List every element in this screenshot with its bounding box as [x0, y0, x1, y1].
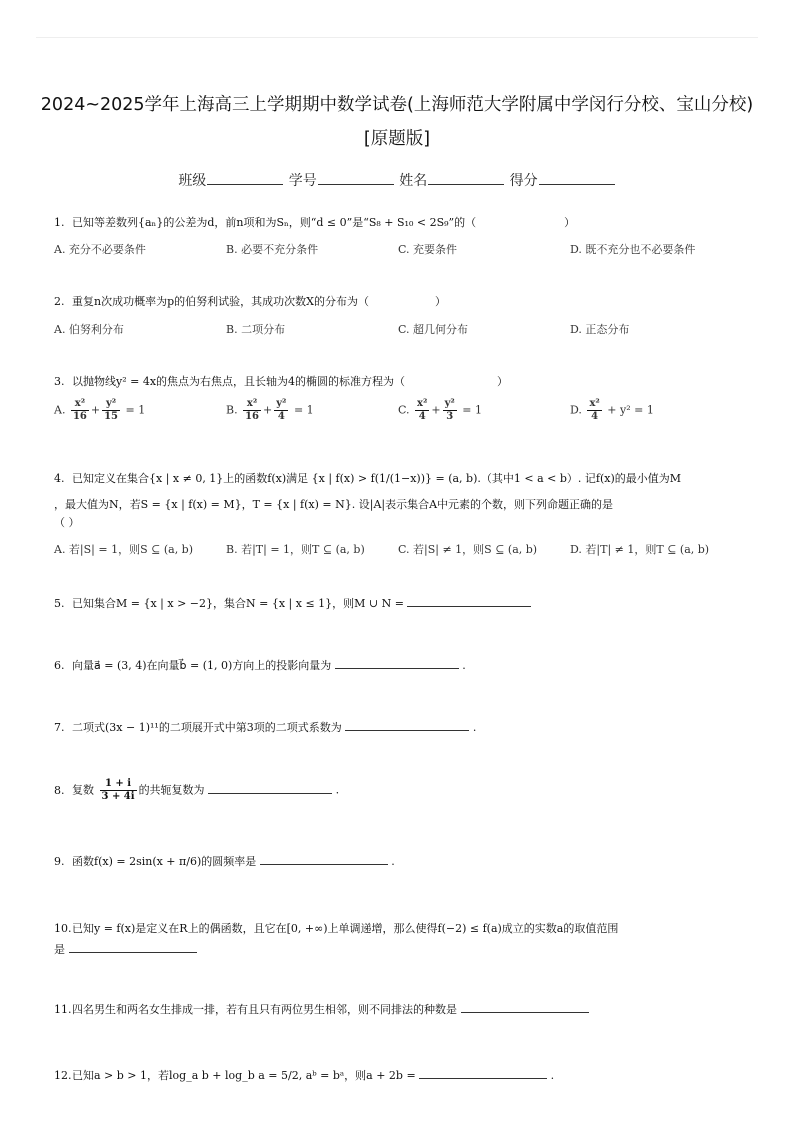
question-7: 7. 二项式(3x − 1)¹¹的二项展开式中第3项的二项式系数为 .	[54, 718, 754, 737]
question-4-line2: ，最大值为N，若S = {x | f(x) = M}，T = {x | f(x) = N}. 设|A|表示集合A中元素的个数，则下列命题正确的是	[54, 498, 614, 511]
q5-answer-blank[interactable]	[407, 594, 531, 607]
q2-option-c[interactable]: C. 超几何分布	[398, 323, 469, 336]
q1-option-b[interactable]: B. 必要不充分条件	[226, 243, 319, 256]
q3-option-b[interactable]: B. $\frac{\text{x²}}{16}$ + $\frac{\text{y²}}{4}$ = 1	[226, 398, 314, 422]
q2-option-d[interactable]: D. 正态分布	[570, 323, 630, 336]
q4-option-a[interactable]: A. 若|S| = 1，则S ⊆ (a, b)	[54, 543, 194, 556]
class-blank[interactable]	[207, 170, 283, 185]
question-10: 10.已知y = f(x)是定义在R上的偶函数，且它在[0, +∞)上单调递增，那么使得f(−2) ≤ f(a)成立的实数a的取值范围	[54, 922, 619, 935]
top-divider	[36, 37, 758, 38]
question-4: 4. 已知定义在集合{x | x ≠ 0, 1}上的函数f(x)满足 {x | f(x) > f(1/(1−x))} = (a, b).（其中1 < a < b）. 记f(x)的最小值为M	[54, 472, 681, 485]
question-8: 8. 复数 $\frac{1 + i}{3 + 4i}$ 的共轭复数为 .	[54, 778, 340, 802]
id-blank[interactable]	[318, 170, 394, 185]
question-3-options	[54, 398, 754, 430]
question-6-stem: 向量a⃗ = (3, 4)在向量b⃗ = (1, 0)方向上的投影向量为	[72, 659, 332, 672]
question-4-line3: （ ）	[54, 516, 80, 529]
q8-answer-blank[interactable]	[208, 781, 332, 794]
class-label: 班级	[178, 173, 207, 189]
fraction: $\frac{\text{y²}}{15}$	[104, 398, 119, 422]
question-7-stem: 二项式(3x − 1)¹¹的二项展开式中第3项的二项式系数为	[72, 721, 342, 734]
id-label: 学号	[288, 173, 317, 189]
fraction: $\frac{\text{y²}}{4}$	[276, 398, 287, 422]
question-3: 3. 以抛物线y² = 4x的焦点为右焦点，且长轴为4的椭圆的标准方程为（ ）	[54, 375, 509, 388]
question-12: 12.已知a > b > 1，若log_a b + log_b a = 5/2, aᵇ = bᵃ，则a + 2b = .	[54, 1066, 754, 1085]
q6-answer-blank[interactable]	[335, 656, 459, 669]
q3-option-d[interactable]: D. $\frac{\text{x²}}{4}$ + y² = 1	[570, 398, 654, 422]
page-title: 2024~2025学年上海高三上学期期中数学试卷(上海师范大学附属中学闵行分校、宝山分校)[原题版]	[40, 95, 754, 149]
question-2: 2. 重复n次成功概率为p的伯努利试验，其成功次数X的分布为（ ）	[54, 295, 446, 308]
q9-answer-blank[interactable]	[260, 852, 388, 865]
question-3-stem: 以抛物线y² = 4x的焦点为右焦点，且长轴为4的椭圆的标准方程为（	[72, 375, 406, 388]
q3-option-a[interactable]: A. $\frac{\text{x²}}{16}$ + $\frac{\text{y²}}{15}$ = 1	[54, 398, 146, 422]
name-blank[interactable]	[428, 170, 504, 185]
name-label: 姓名	[399, 173, 428, 189]
question-9: 9. 函数f(x) = 2sin(x + π/6)的圆频率是 .	[54, 852, 754, 871]
q4-option-d[interactable]: D. 若|T| ≠ 1，则T ⊆ (a, b)	[570, 543, 710, 556]
question-9-stem: 函数f(x) = 2sin(x + π/6)的圆频率是	[72, 855, 257, 868]
q1-option-d[interactable]: D. 既不充分也不必要条件	[570, 243, 696, 256]
q2-option-b[interactable]: B. 二项分布	[226, 323, 286, 336]
question-11: 11.四名男生和两名女生排成一排，若有且只有两位男生相邻，则不同排法的种数是	[54, 1000, 754, 1019]
question-5-stem: 已知集合M = {x | x > −2}，集合N = {x | x ≤ 1}，则M ∪ N =	[72, 597, 404, 610]
question-5: 5. 已知集合M = {x | x > −2}，集合N = {x | x ≤ 1}，则M ∪ N =	[54, 594, 754, 613]
student-info-row	[0, 170, 794, 190]
question-2-stem: 重复n次成功概率为p的伯努利试验，其成功次数X的分布为（	[72, 295, 369, 308]
question-4-line1: 已知定义在集合{x | x ≠ 0, 1}上的函数f(x)满足 {x | f(x) > f(1/(1−x))} = (a, b).（其中1 < a < b）. 记f(x)的最小值为M	[72, 472, 681, 485]
q3-option-c[interactable]: C. $\frac{\text{x²}}{4}$ + $\frac{\text{y²}}{3}$ = 1	[398, 398, 483, 422]
q1-option-a[interactable]: A. 充分不必要条件	[54, 243, 146, 256]
question-12-stem: 已知a > b > 1，若log_a b + log_b a = 5/2, aᵇ = bᵃ，则a + 2b =	[72, 1069, 416, 1082]
question-10-line2: 是	[54, 940, 754, 959]
q4-option-c[interactable]: C. 若|S| ≠ 1，则S ⊆ (a, b)	[398, 543, 538, 556]
q1-option-c[interactable]: C. 充要条件	[398, 243, 458, 256]
question-1-stem: 已知等差数列{aₙ}的公差为d，前n项和为Sₙ，则“d ≤ 0”是“S₈ + S₁₀ < 2S₉”的（	[72, 216, 477, 229]
fraction: $\frac{\text{x²}}{16}$	[245, 398, 260, 422]
fraction: $\frac{\text{x²}}{16}$	[72, 398, 87, 422]
q4-option-b[interactable]: B. 若|T| = 1，则T ⊆ (a, b)	[226, 543, 365, 556]
fraction: $\frac{\text{y²}}{3}$	[444, 398, 455, 422]
fraction: $\frac{\text{x²}}{4}$	[589, 398, 600, 422]
fraction: $\frac{\text{x²}}{4}$	[417, 398, 428, 422]
q12-answer-blank[interactable]	[419, 1066, 547, 1079]
q11-answer-blank[interactable]	[461, 1000, 589, 1013]
score-label: 得分	[509, 173, 538, 189]
score-blank[interactable]	[539, 170, 615, 185]
question-6: 6. 向量a⃗ = (3, 4)在向量b⃗ = (1, 0)方向上的投影向量为 .	[54, 656, 754, 675]
q7-answer-blank[interactable]	[345, 718, 469, 731]
question-11-stem: 四名男生和两名女生排成一排，若有且只有两位男生相邻，则不同排法的种数是	[72, 1003, 457, 1016]
q2-option-a[interactable]: A. 伯努利分布	[54, 323, 124, 336]
question-8-stem: 的共轭复数为	[138, 783, 205, 797]
fraction: $\frac{1 + i}{3 + 4i}$	[101, 778, 135, 802]
question-1: 1. 已知等差数列{aₙ}的公差为d，前n项和为Sₙ，则“d ≤ 0”是“S₈ + S₁₀ < 2S₉”的（ ）	[54, 216, 576, 229]
question-10-line1: 已知y = f(x)是定义在R上的偶函数，且它在[0, +∞)上单调递增，那么使得f(−2) ≤ f(a)成立的实数a的取值范围	[72, 922, 619, 935]
q10-answer-blank[interactable]	[69, 940, 197, 953]
